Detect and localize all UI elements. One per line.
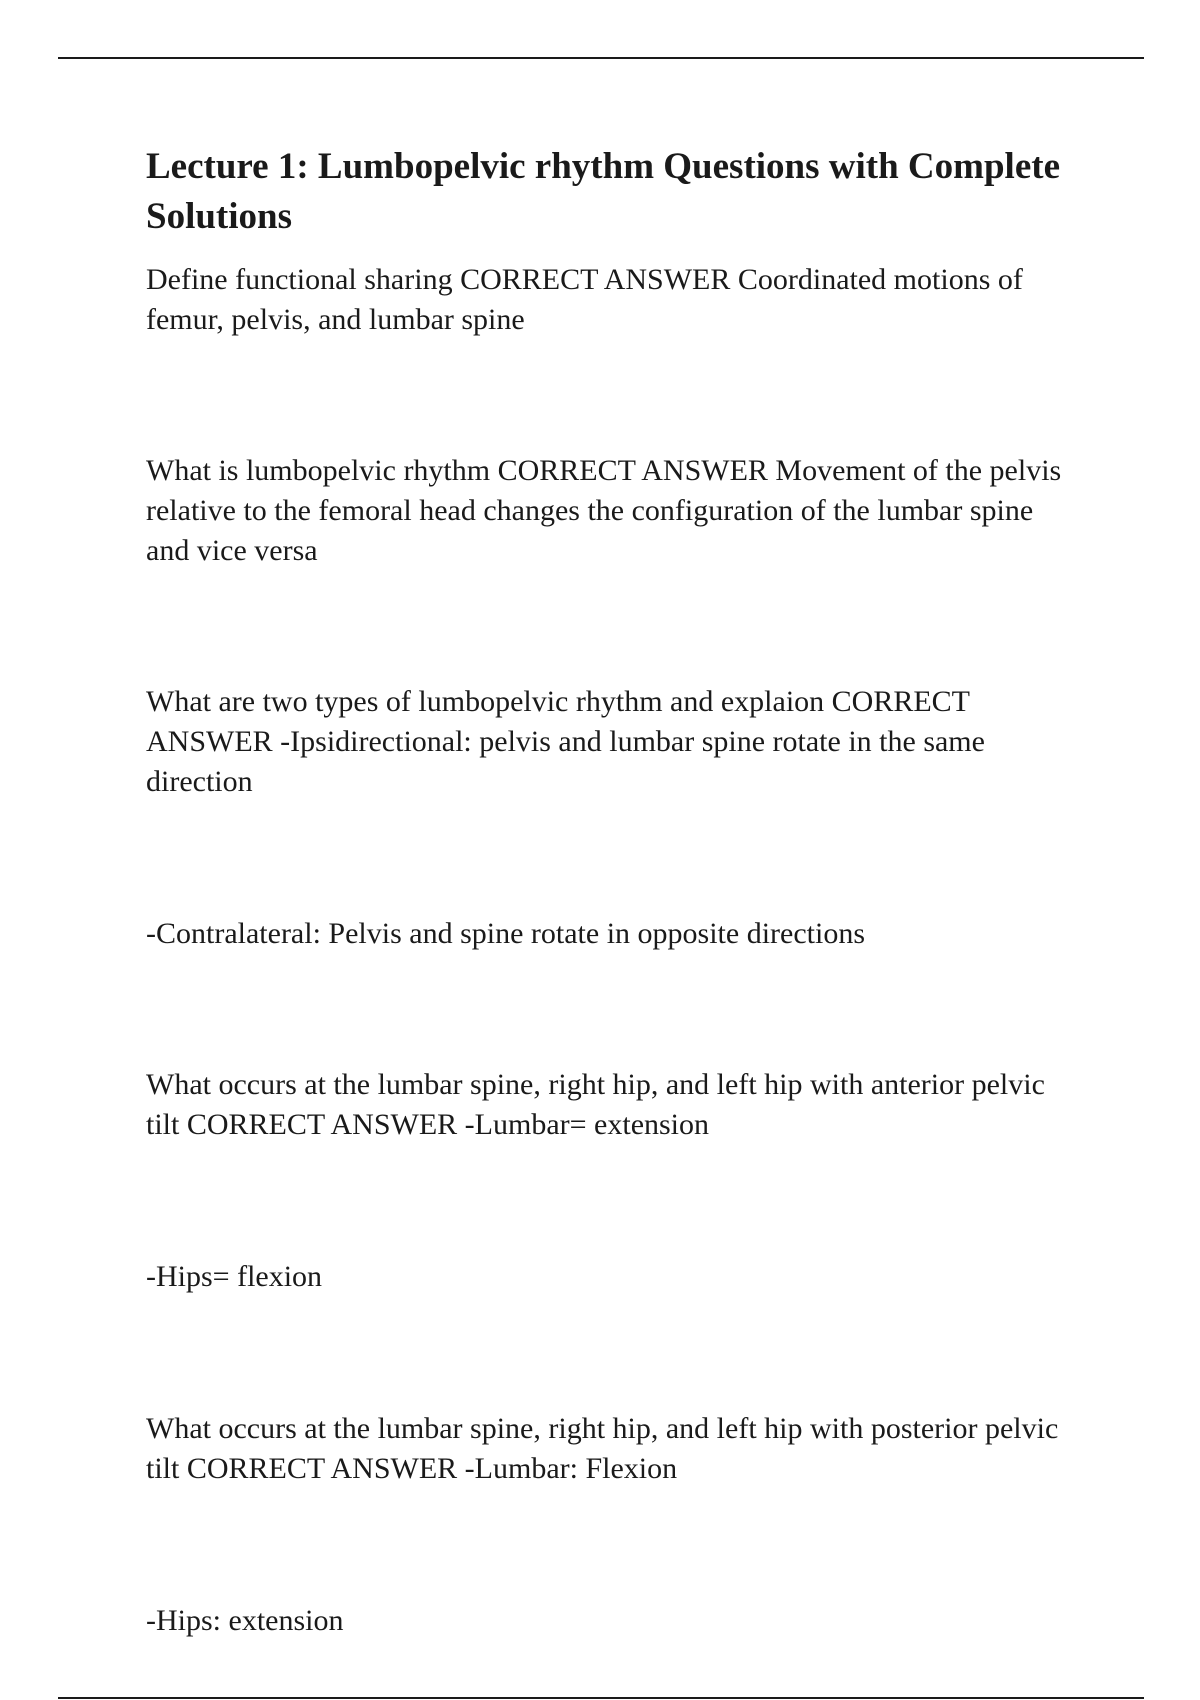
qa-paragraph-6: -Hips= flexion (146, 1260, 323, 1293)
qa-paragraph-3: What are two types of lumbopelvic rhythm and explaion CORRECT ANSWER -Ipsidirectional: pelvis and lumbar spine rotate in the same direction (146, 685, 985, 798)
qa-paragraph-8: -Hips: extension (146, 1604, 344, 1637)
document-body (146, 142, 1066, 1641)
document-title: Lecture 1: Lumbopelvic rhythm Questions with Complete Solutions (146, 146, 1060, 237)
qa-paragraph-7: What occurs at the lumbar spine, right hip, and left hip with posterior pelvic tilt CORRECT ANSWER -Lumbar: Flexion (146, 1412, 1059, 1485)
qa-paragraph-2: What is lumbopelvic rhythm CORRECT ANSWER Movement of the pelvis relative to the femoral head changes the configuration of the lumbar spine and vice versa (146, 454, 1062, 567)
qa-paragraph-1: Define functional sharing CORRECT ANSWER Coordinated motions of femur, pelvis, and lumbar spine (146, 263, 1023, 336)
qa-paragraph-4: -Contralateral: Pelvis and spine rotate in opposite directions (146, 917, 865, 950)
top-divider (58, 57, 1144, 59)
bottom-divider (58, 1697, 1144, 1699)
qa-paragraph-5: What occurs at the lumbar spine, right hip, and left hip with anterior pelvic tilt CORRECT ANSWER -Lumbar= extension (146, 1068, 1045, 1141)
